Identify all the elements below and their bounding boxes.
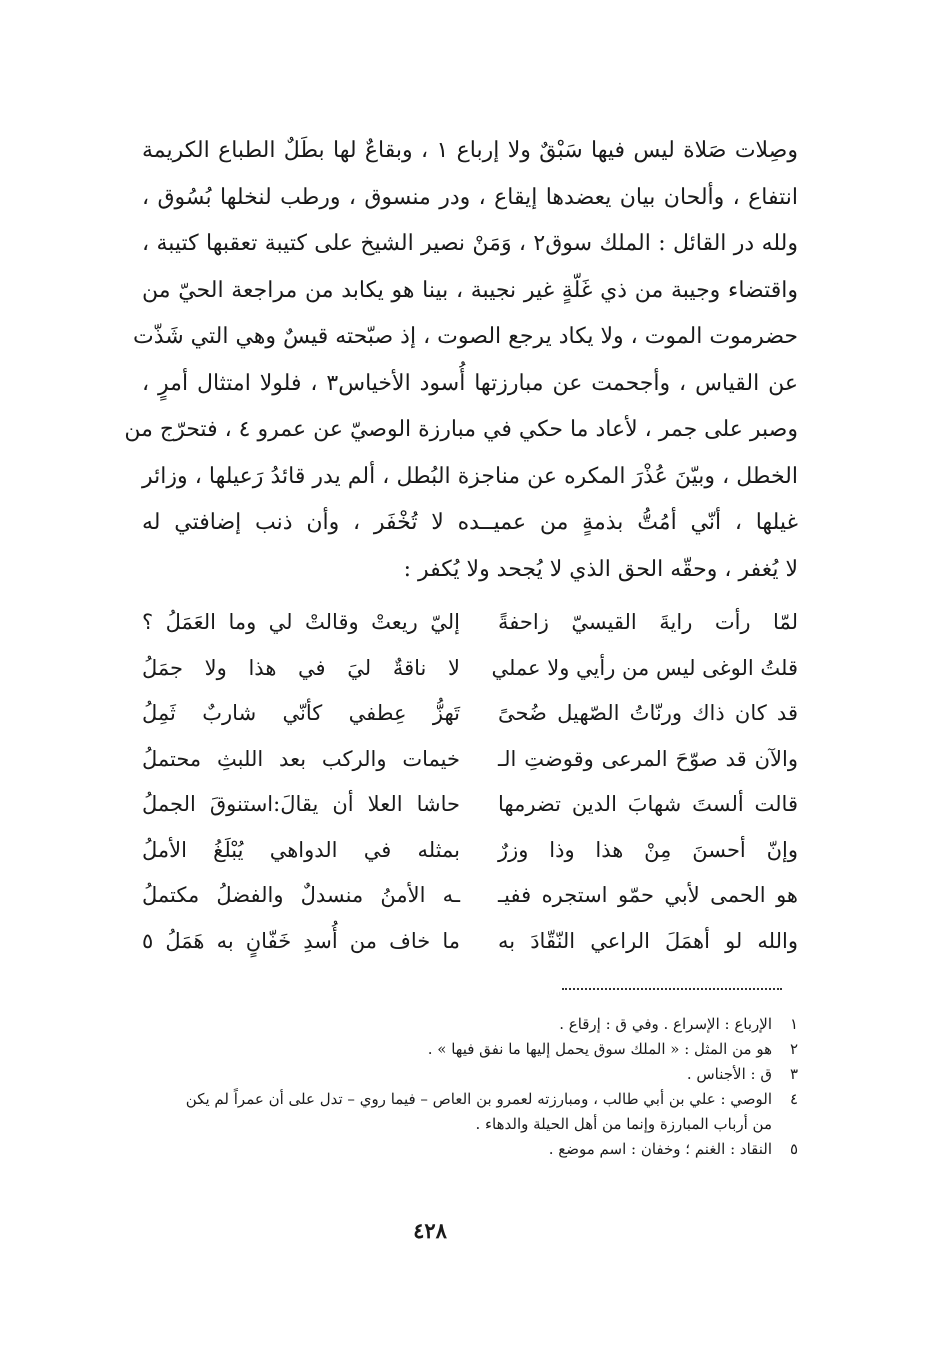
verse-first-hemistich: قالت ألستَ شهابَ الدين تضرمها bbox=[498, 792, 798, 816]
footnote bbox=[138, 1087, 798, 1112]
footnote-number: ٢ bbox=[789, 1040, 798, 1058]
page-number: ٤٢٨ bbox=[413, 1218, 447, 1243]
prose-line: ولله در القائل : الملك سوق٢ ، وَمَنْ نصير الشيخ على كتيبة تعقبها كتيبة ، bbox=[142, 231, 798, 256]
verse-second-hemistich: ما خاف من أُسدِ خَفّانٍ به هَمَلُ ٥ bbox=[142, 928, 460, 953]
footnote bbox=[138, 1137, 798, 1162]
prose-line: وصبر على جمر ، لأعاد ما حكي في مبارزة الوصيّ عن عمرو ٤ ، فتحرّج من bbox=[124, 417, 798, 442]
verse-second-hemistich: ـه الأمنُ منسدلٌ والفضلُ مكتملُ bbox=[142, 883, 460, 907]
verse-second-hemistich: إليّ ريعتْ وقالتْ لي وما العَمَلُ ؟ bbox=[142, 610, 460, 634]
prose-line: الخطل ، وبيّنَ عُذْرَ المكره عن مناجزة البُطل ، ألم يدر قائدُ رَعيلها ، وزائر bbox=[142, 463, 798, 489]
footnote-text: النقاد : الغنم ؛ وخفان : اسم موضع . bbox=[548, 1140, 772, 1158]
prose-line: انتفاع ، وألحان بيان يعضدها إيقاع ، ودر منسوق ، ورطب لنخلها بُسُوق ، bbox=[142, 184, 798, 210]
poem-verse bbox=[142, 737, 798, 783]
poem-verse bbox=[142, 600, 798, 646]
prose-line: واقتضاء وجيبة من ذي غَلّةٍ غير نجيبة ، بينا هو يكابد من مراجعة الحيّ من bbox=[142, 277, 798, 303]
verse-first-hemistich: قلتُ الوغى ليس من رأيي ولا عملي bbox=[491, 655, 798, 680]
footnote-text: ق : الأجناس . bbox=[686, 1065, 772, 1083]
prose-line: غيلها ، أنّي أمُتُّ بذمةٍ من عميــده لا تُخْفَر ، وأن ذنب إضافتي له bbox=[142, 510, 798, 535]
footnote-number: ٣ bbox=[789, 1065, 798, 1083]
footnote-text: الإرباع : الإسراع . وفي ق : إرقاع . bbox=[559, 1015, 772, 1033]
verse-second-hemistich: بمثله في الدواهي يُبْلَغُ الأملُ bbox=[142, 837, 460, 862]
footnote-number: ٥ bbox=[789, 1140, 798, 1158]
poem-verse bbox=[142, 919, 798, 965]
footnote bbox=[138, 1037, 798, 1062]
verse-second-hemistich: حاشا العلا أن يقالَ:استنوقَ الجملُ bbox=[142, 792, 460, 816]
verse-first-hemistich: لمّا رأت رايةَ القيسيّ زاحفةً bbox=[498, 610, 798, 634]
poem-verse bbox=[142, 873, 798, 919]
verse-first-hemistich: والله لو أهمَلَ الراعي النّقّادَ به bbox=[498, 928, 798, 953]
prose-line: وصِلات صَلاة ليس فيها سَبْقٌ ولا إرباع ١ ، وبقاعٌ لها بطَلٌ الطباع الكريمة bbox=[142, 138, 798, 163]
poem-verse bbox=[142, 691, 798, 737]
poem-verse bbox=[142, 782, 798, 828]
footnote-text: هو من المثل : « الملك سوق يحمل إليها ما نفق فيها » . bbox=[427, 1040, 772, 1058]
prose-line: عن القياس ، وأجحمت عن مبارزتها أُسود الأخياس٣ ، فلولا امتثال أمرٍ ، bbox=[142, 370, 799, 396]
verse-second-hemistich: لا ناقةٌ ليَ في هذا ولا جمَلُ bbox=[142, 655, 460, 680]
footnotes bbox=[138, 1012, 798, 1162]
verse-first-hemistich: وإنّ أحسنَ مِنْ هذا وذا وزرٌ bbox=[498, 837, 798, 862]
footnote bbox=[138, 1062, 798, 1087]
footnote-text: الوصي : علي بن أبي طالب ، ومبارزته لعمرو بن العاص – فيما روي – تدل على أن عمراً لم يكن bbox=[185, 1090, 772, 1108]
verse-first-hemistich: قد كان ذاك ورنّاتُ الصّهيل ضُحىً bbox=[498, 701, 798, 725]
prose-line: حضرموت الموت ، ولا يكاد يرجع الصوت ، إذ صبّحته قيسٌ وهي التي شَذّت bbox=[133, 324, 798, 349]
footnote-number: ٤ bbox=[789, 1090, 798, 1108]
poem-verse bbox=[142, 646, 798, 692]
prose-paragraph bbox=[124, 128, 799, 593]
footnote-continuation: من أرباب المبارزة وإنما من أهل الحيلة والدهاء . bbox=[475, 1115, 772, 1133]
poem bbox=[142, 600, 798, 964]
verse-first-hemistich: هو الحمى لأبي حمّو استجره ففيـ bbox=[498, 883, 798, 907]
prose-line: لا يُغفر ، وحقّه الحق الذي لا يُجحد ولا يُكفر : bbox=[403, 556, 798, 582]
verse-second-hemistich: تَهزُّ عِطفي كأنّي شاربٌ ثَمِلُ bbox=[142, 701, 460, 725]
verse-first-hemistich: والآن قد صوّحَ المرعى وقوضتِ الـ bbox=[498, 746, 798, 771]
footnote bbox=[138, 1012, 798, 1037]
poem-verse bbox=[142, 828, 798, 874]
footnote-separator bbox=[562, 988, 782, 990]
verse-second-hemistich: خيمات والركب بعد اللبثِ محتملُ bbox=[142, 746, 460, 771]
footnote-number: ١ bbox=[789, 1015, 798, 1033]
